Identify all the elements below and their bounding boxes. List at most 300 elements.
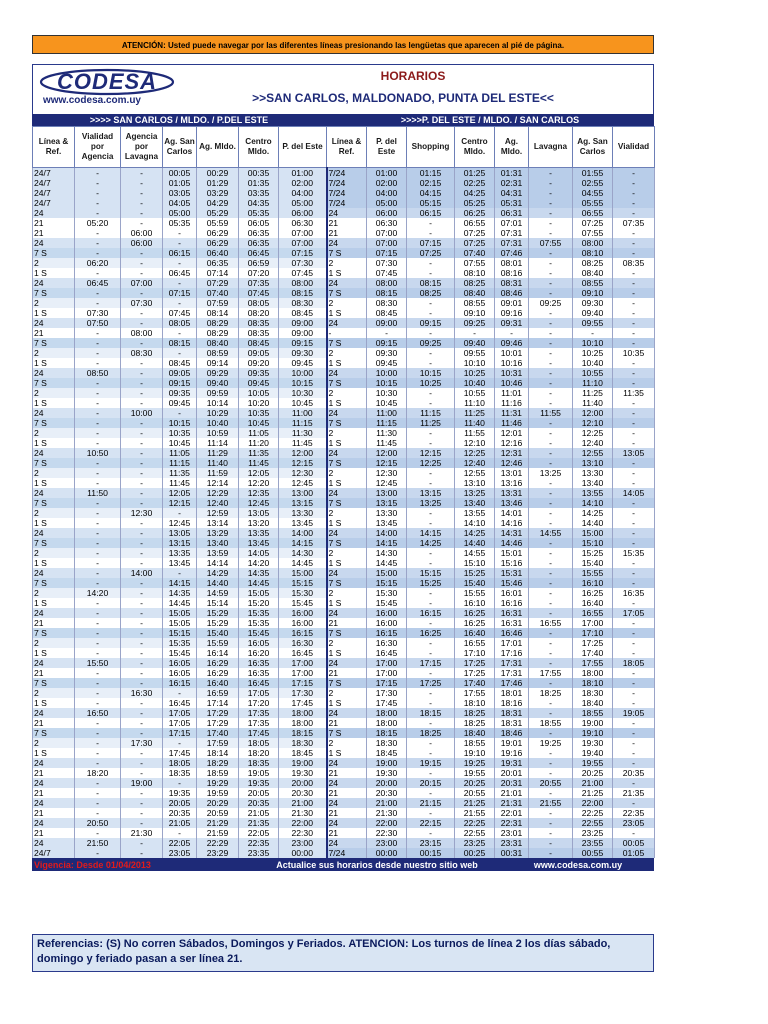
inbound-time-cell: 12:25	[455, 448, 495, 458]
outbound-time-cell: 07:45	[239, 288, 279, 298]
inbound-time-cell: 13:15	[407, 488, 455, 498]
inbound-time-cell: -	[529, 808, 573, 818]
inbound-time-cell: 19:40	[573, 748, 613, 758]
outbound-time-cell: -	[75, 388, 121, 398]
inbound-time-cell: 12:25	[407, 458, 455, 468]
inbound-time-cell: -	[613, 248, 655, 258]
outbound-time-cell: -	[121, 528, 163, 538]
outbound-time-cell: -	[75, 608, 121, 618]
outbound-line-cell: 1 S	[33, 478, 75, 488]
inbound-time-cell: 09:55	[573, 318, 613, 328]
inbound-time-cell: -	[529, 188, 573, 198]
inbound-time-cell: 09:31	[495, 318, 529, 328]
outbound-time-cell: -	[121, 438, 163, 448]
outbound-time-cell: -	[121, 398, 163, 408]
inbound-time-cell: 15:55	[455, 588, 495, 598]
outbound-time-cell: -	[121, 628, 163, 638]
outbound-time-cell: 16:35	[239, 668, 279, 678]
table-row	[33, 728, 655, 738]
outbound-time-cell: -	[121, 788, 163, 798]
outbound-time-cell: 20:05	[239, 788, 279, 798]
table-row	[33, 558, 655, 568]
outbound-time-cell: 07:30	[75, 308, 121, 318]
outbound-time-cell: -	[121, 818, 163, 828]
outbound-time-cell: 10:30	[279, 388, 327, 398]
outbound-time-cell: -	[75, 738, 121, 748]
inbound-time-cell: 21:30	[367, 808, 407, 818]
outbound-time-cell: -	[75, 528, 121, 538]
inbound-time-cell: 07:00	[367, 238, 407, 248]
inbound-time-cell: 17:55	[455, 688, 495, 698]
outbound-time-cell: 08:45	[163, 358, 197, 368]
outbound-time-cell: 09:45	[279, 358, 327, 368]
inbound-time-cell: 09:40	[573, 308, 613, 318]
inbound-time-cell: -	[407, 518, 455, 528]
inbound-time-cell: 02:31	[495, 178, 529, 188]
inbound-time-cell: 11:25	[407, 418, 455, 428]
outbound-time-cell: 18:45	[279, 748, 327, 758]
outbound-time-cell: 11:35	[163, 468, 197, 478]
outbound-line-cell: 21	[33, 668, 75, 678]
outbound-time-cell: 07:45	[279, 268, 327, 278]
inbound-time-cell: -	[613, 378, 655, 388]
inbound-time-cell: -	[407, 508, 455, 518]
inbound-line-cell: 21	[327, 718, 367, 728]
table-row	[33, 678, 655, 688]
outbound-time-cell: -	[75, 428, 121, 438]
inbound-time-cell: 00:00	[367, 848, 407, 858]
inbound-time-cell: 05:31	[495, 198, 529, 208]
inbound-time-cell: 10:40	[573, 358, 613, 368]
outbound-time-cell: 11:50	[75, 488, 121, 498]
inbound-time-cell: -	[529, 558, 573, 568]
inbound-time-cell: 12:55	[573, 448, 613, 458]
inbound-time-cell: 17:00	[367, 668, 407, 678]
inbound-time-cell: -	[529, 498, 573, 508]
inbound-line-cell: 2	[327, 348, 367, 358]
outbound-time-cell: 21:29	[197, 818, 239, 828]
outbound-line-cell: 1 S	[33, 558, 75, 568]
outbound-time-cell: 10:15	[163, 418, 197, 428]
inbound-time-cell: 14:10	[573, 498, 613, 508]
inbound-line-cell: 2	[327, 428, 367, 438]
outbound-time-cell: 17:30	[121, 738, 163, 748]
inbound-time-cell: 22:00	[367, 818, 407, 828]
outbound-time-cell: 13:15	[163, 538, 197, 548]
outbound-time-cell: 04:05	[163, 198, 197, 208]
outbound-time-cell: -	[121, 658, 163, 668]
table-row	[33, 488, 655, 498]
outbound-time-cell: 15:45	[163, 648, 197, 658]
inbound-time-cell: 04:31	[495, 188, 529, 198]
inbound-line-cell: 7 S	[327, 538, 367, 548]
inbound-time-cell: 01:55	[573, 168, 613, 179]
inbound-time-cell: -	[407, 358, 455, 368]
inbound-time-cell: 16:25	[455, 618, 495, 628]
inbound-time-cell: 14:16	[495, 518, 529, 528]
outbound-time-cell: 21:00	[279, 798, 327, 808]
outbound-time-cell: -	[75, 638, 121, 648]
inbound-time-cell: 19:00	[367, 758, 407, 768]
column-header: Ag. San Carlos	[573, 127, 613, 168]
outbound-time-cell: 16:15	[163, 678, 197, 688]
outbound-time-cell: 14:40	[197, 578, 239, 588]
inbound-time-cell: -	[407, 788, 455, 798]
inbound-time-cell: 11:45	[367, 438, 407, 448]
inbound-time-cell: 19:55	[573, 758, 613, 768]
inbound-time-cell: 20:01	[495, 768, 529, 778]
outbound-line-cell: 21	[33, 228, 75, 238]
inbound-time-cell: 15:00	[573, 528, 613, 538]
inbound-time-cell: -	[529, 428, 573, 438]
inbound-time-cell: 20:25	[455, 778, 495, 788]
inbound-time-cell: -	[529, 678, 573, 688]
inbound-time-cell: -	[529, 708, 573, 718]
inbound-time-cell: 05:55	[573, 198, 613, 208]
inbound-time-cell: 08:55	[573, 278, 613, 288]
inbound-time-cell: 10:15	[407, 368, 455, 378]
validity-date: Vigencia: Desde 01/04/2013	[34, 859, 151, 870]
inbound-time-cell: -	[529, 848, 573, 858]
inbound-time-cell: -	[529, 418, 573, 428]
inbound-time-cell: 22:55	[455, 828, 495, 838]
outbound-time-cell: -	[75, 718, 121, 728]
outbound-time-cell: -	[163, 328, 197, 338]
outbound-line-cell: 24	[33, 818, 75, 828]
inbound-time-cell: 15:40	[455, 578, 495, 588]
outbound-time-cell: 09:30	[279, 348, 327, 358]
column-header: Ag. Mldo.	[197, 127, 239, 168]
inbound-time-cell: 14:31	[495, 528, 529, 538]
inbound-line-cell: 24	[327, 658, 367, 668]
inbound-time-cell: 11:10	[573, 378, 613, 388]
inbound-time-cell: -	[613, 368, 655, 378]
outbound-time-cell: 14:00	[121, 568, 163, 578]
inbound-time-cell: 08:40	[455, 288, 495, 298]
outbound-time-cell: -	[75, 518, 121, 528]
inbound-time-cell: 10:30	[367, 388, 407, 398]
update-notice: Actualice sus horarios desde nuestro sitio web	[276, 859, 478, 870]
inbound-time-cell: 12:40	[455, 458, 495, 468]
inbound-time-cell: -	[407, 748, 455, 758]
outbound-time-cell: 08:15	[163, 338, 197, 348]
inbound-time-cell: -	[407, 828, 455, 838]
inbound-time-cell: -	[529, 458, 573, 468]
outbound-time-cell: 01:35	[239, 178, 279, 188]
outbound-line-cell: 24	[33, 778, 75, 788]
outbound-time-cell: 03:29	[197, 188, 239, 198]
inbound-line-cell: 1 S	[327, 518, 367, 528]
inbound-time-cell: 20:30	[367, 788, 407, 798]
inbound-time-cell: 13:40	[573, 478, 613, 488]
inbound-time-cell: -	[613, 538, 655, 548]
inbound-time-cell: 13:10	[573, 458, 613, 468]
outbound-line-cell: 7 S	[33, 728, 75, 738]
inbound-time-cell: -	[529, 598, 573, 608]
inbound-time-cell: 23:15	[407, 838, 455, 848]
outbound-time-cell: 18:29	[197, 758, 239, 768]
table-row	[33, 848, 655, 858]
inbound-time-cell: -	[407, 598, 455, 608]
outbound-line-cell: 2	[33, 348, 75, 358]
inbound-line-cell: 24	[327, 528, 367, 538]
outbound-time-cell: 15:15	[279, 578, 327, 588]
outbound-time-cell: 10:29	[197, 408, 239, 418]
outbound-time-cell: 09:35	[163, 388, 197, 398]
inbound-time-cell: 14:40	[455, 538, 495, 548]
inbound-time-cell: 08:15	[407, 278, 455, 288]
inbound-time-cell: 13:31	[495, 488, 529, 498]
outbound-time-cell: -	[75, 238, 121, 248]
inbound-time-cell: 12:40	[573, 438, 613, 448]
inbound-time-cell: -	[613, 568, 655, 578]
outbound-line-cell: 2	[33, 638, 75, 648]
outbound-time-cell: 17:05	[163, 708, 197, 718]
inbound-time-cell: 21:25	[573, 788, 613, 798]
footer-url-link[interactable]: www.codesa.com.uy	[533, 859, 623, 870]
inbound-time-cell: 14:01	[495, 508, 529, 518]
outbound-line-cell: 24	[33, 238, 75, 248]
inbound-time-cell: 19:31	[495, 758, 529, 768]
outbound-time-cell: 11:45	[163, 478, 197, 488]
outbound-line-cell: 1 S	[33, 518, 75, 528]
outbound-line-cell: 7 S	[33, 628, 75, 638]
inbound-time-cell: -	[529, 358, 573, 368]
outbound-time-cell: 12:05	[163, 488, 197, 498]
outbound-time-cell: 07:29	[197, 278, 239, 288]
outbound-time-cell: 23:35	[239, 848, 279, 858]
outbound-time-cell: 18:15	[279, 728, 327, 738]
inbound-time-cell: 19:01	[495, 738, 529, 748]
inbound-time-cell: 09:45	[367, 358, 407, 368]
outbound-time-cell: -	[75, 508, 121, 518]
inbound-time-cell: 18:40	[573, 698, 613, 708]
outbound-time-cell: 18:35	[239, 758, 279, 768]
inbound-time-cell: 13:30	[367, 508, 407, 518]
inbound-time-cell: 09:00	[367, 318, 407, 328]
inbound-line-cell: 7 S	[327, 678, 367, 688]
outbound-time-cell: 10:00	[121, 408, 163, 418]
inbound-time-cell: 16:40	[573, 598, 613, 608]
inbound-time-cell: 17:46	[495, 678, 529, 688]
outbound-line-cell: 2	[33, 428, 75, 438]
outbound-time-cell: -	[75, 288, 121, 298]
outbound-time-cell: 17:45	[163, 748, 197, 758]
column-header: Centro Mldo.	[239, 127, 279, 168]
inbound-time-cell: -	[407, 308, 455, 318]
inbound-time-cell: 15:16	[495, 558, 529, 568]
outbound-line-cell: 24	[33, 448, 75, 458]
outbound-time-cell: 08:35	[239, 318, 279, 328]
inbound-time-cell: 06:15	[407, 208, 455, 218]
inbound-time-cell: 10:25	[573, 348, 613, 358]
inbound-time-cell: -	[529, 578, 573, 588]
outbound-time-cell: 03:05	[163, 188, 197, 198]
outbound-time-cell: -	[75, 328, 121, 338]
inbound-time-cell: 11:46	[495, 418, 529, 428]
outbound-time-cell: -	[163, 258, 197, 268]
outbound-time-cell: -	[75, 178, 121, 188]
outbound-time-cell: 09:59	[197, 388, 239, 398]
inbound-time-cell: 13:15	[367, 498, 407, 508]
table-row	[33, 268, 655, 278]
outbound-time-cell: 14:35	[239, 568, 279, 578]
inbound-time-cell: -	[529, 758, 573, 768]
outbound-time-cell: 20:50	[75, 818, 121, 828]
inbound-line-cell: 1 S	[327, 268, 367, 278]
inbound-time-cell: 15:55	[573, 568, 613, 578]
outbound-time-cell: 19:59	[197, 788, 239, 798]
outbound-time-cell: 07:30	[121, 298, 163, 308]
outbound-time-cell: 22:05	[163, 838, 197, 848]
outbound-time-cell: 05:29	[197, 208, 239, 218]
inbound-time-cell: 14:55	[455, 548, 495, 558]
outbound-line-cell: 24	[33, 758, 75, 768]
inbound-time-cell: 08:35	[613, 258, 655, 268]
outbound-time-cell: -	[75, 418, 121, 428]
inbound-line-cell: 2	[327, 688, 367, 698]
inbound-time-cell: 18:31	[495, 708, 529, 718]
outbound-time-cell: 07:00	[279, 238, 327, 248]
outbound-time-cell: 06:00	[279, 208, 327, 218]
inbound-time-cell: 14:25	[455, 528, 495, 538]
inbound-time-cell: 16:46	[495, 628, 529, 638]
inbound-time-cell: -	[529, 338, 573, 348]
inbound-line-cell: 7 S	[327, 628, 367, 638]
inbound-time-cell: 08:31	[495, 278, 529, 288]
inbound-time-cell: 12:15	[407, 448, 455, 458]
outbound-line-cell: 24	[33, 528, 75, 538]
inbound-time-cell: 17:15	[407, 658, 455, 668]
inbound-time-cell: 12:10	[573, 418, 613, 428]
outbound-time-cell: 16:00	[279, 608, 327, 618]
outbound-time-cell: 17:14	[197, 698, 239, 708]
table-row	[33, 528, 655, 538]
inbound-time-cell: 19:30	[573, 738, 613, 748]
outbound-time-cell: 12:05	[239, 468, 279, 478]
inbound-time-cell: 07:25	[455, 228, 495, 238]
direction-bar	[32, 114, 654, 126]
outbound-time-cell: 12:29	[197, 488, 239, 498]
inbound-time-cell: -	[613, 328, 655, 338]
inbound-time-cell: 09:55	[455, 348, 495, 358]
outbound-time-cell: 13:30	[279, 508, 327, 518]
inbound-time-cell: 15:25	[573, 548, 613, 558]
outbound-time-cell: 18:14	[197, 748, 239, 758]
inbound-time-cell: 17:15	[367, 678, 407, 688]
inbound-time-cell: 21:25	[455, 798, 495, 808]
outbound-time-cell: -	[121, 518, 163, 528]
inbound-time-cell: 10:10	[573, 338, 613, 348]
inbound-time-cell: 20:55	[455, 788, 495, 798]
inbound-time-cell: 18:10	[573, 678, 613, 688]
outbound-time-cell: 15:59	[197, 638, 239, 648]
outbound-time-cell: 09:14	[197, 358, 239, 368]
table-row	[33, 718, 655, 728]
inbound-time-cell: 13:16	[495, 478, 529, 488]
outbound-time-cell: 11:45	[239, 458, 279, 468]
inbound-time-cell: 18:55	[529, 718, 573, 728]
inbound-time-cell: 15:01	[495, 548, 529, 558]
inbound-time-cell: 13:45	[367, 518, 407, 528]
column-header: Agencia por Lavagna	[121, 127, 163, 168]
inbound-time-cell: 19:00	[573, 718, 613, 728]
outbound-time-cell: 08:20	[239, 308, 279, 318]
inbound-line-cell: 1 S	[327, 558, 367, 568]
inbound-time-cell: 18:10	[455, 698, 495, 708]
outbound-time-cell: 08:05	[239, 298, 279, 308]
inbound-time-cell: 16:40	[455, 628, 495, 638]
outbound-time-cell: 15:00	[279, 568, 327, 578]
inbound-time-cell: -	[407, 438, 455, 448]
inbound-line-cell: 1 S	[327, 358, 367, 368]
table-row	[33, 338, 655, 348]
inbound-line-cell: 24	[327, 838, 367, 848]
outbound-time-cell: 20:30	[279, 788, 327, 798]
inbound-time-cell: -	[529, 698, 573, 708]
outbound-time-cell: -	[75, 578, 121, 588]
outbound-time-cell: -	[75, 778, 121, 788]
inbound-time-cell: 15:30	[367, 588, 407, 598]
table-row	[33, 208, 655, 218]
outbound-time-cell: 17:29	[197, 718, 239, 728]
outbound-time-cell: 15:45	[279, 598, 327, 608]
outbound-time-cell: 10:00	[279, 368, 327, 378]
inbound-time-cell: 10:00	[367, 368, 407, 378]
inbound-time-cell: 18:30	[573, 688, 613, 698]
inbound-time-cell: 06:55	[573, 208, 613, 218]
inbound-time-cell: 18:25	[455, 718, 495, 728]
inbound-line-cell: 1 S	[327, 648, 367, 658]
outbound-time-cell: 11:29	[197, 448, 239, 458]
outbound-time-cell: 16:30	[279, 638, 327, 648]
outbound-line-cell: 24	[33, 838, 75, 848]
outbound-time-cell: -	[75, 788, 121, 798]
outbound-time-cell: 13:14	[197, 518, 239, 528]
inbound-time-cell: -	[529, 828, 573, 838]
outbound-time-cell: 22:00	[279, 818, 327, 828]
outbound-line-cell: 7 S	[33, 458, 75, 468]
outbound-time-cell: 13:40	[197, 538, 239, 548]
inbound-time-cell: 18:25	[529, 688, 573, 698]
schedule-table	[32, 126, 655, 858]
inbound-time-cell: 18:55	[455, 738, 495, 748]
table-row	[33, 318, 655, 328]
outbound-time-cell: 14:20	[239, 558, 279, 568]
outbound-time-cell: -	[75, 188, 121, 198]
outbound-time-cell: 23:00	[279, 838, 327, 848]
outbound-time-cell: -	[75, 438, 121, 448]
inbound-time-cell: -	[407, 388, 455, 398]
outbound-time-cell: 14:45	[279, 558, 327, 568]
outbound-time-cell: 14:14	[197, 558, 239, 568]
inbound-line-cell: 21	[327, 228, 367, 238]
table-row	[33, 408, 655, 418]
inbound-time-cell: -	[407, 558, 455, 568]
inbound-time-cell: 10:55	[455, 388, 495, 398]
inbound-line-cell: 24	[327, 238, 367, 248]
inbound-time-cell: 06:00	[367, 208, 407, 218]
outbound-time-cell: 17:15	[279, 678, 327, 688]
inbound-time-cell: 21:15	[407, 798, 455, 808]
inbound-time-cell: -	[495, 328, 529, 338]
column-header: Shopping	[407, 127, 455, 168]
inbound-line-cell: 2	[327, 298, 367, 308]
outbound-time-cell: -	[121, 588, 163, 598]
inbound-time-cell: -	[613, 638, 655, 648]
outbound-time-cell: 11:00	[279, 408, 327, 418]
outbound-time-cell: 13:45	[239, 538, 279, 548]
